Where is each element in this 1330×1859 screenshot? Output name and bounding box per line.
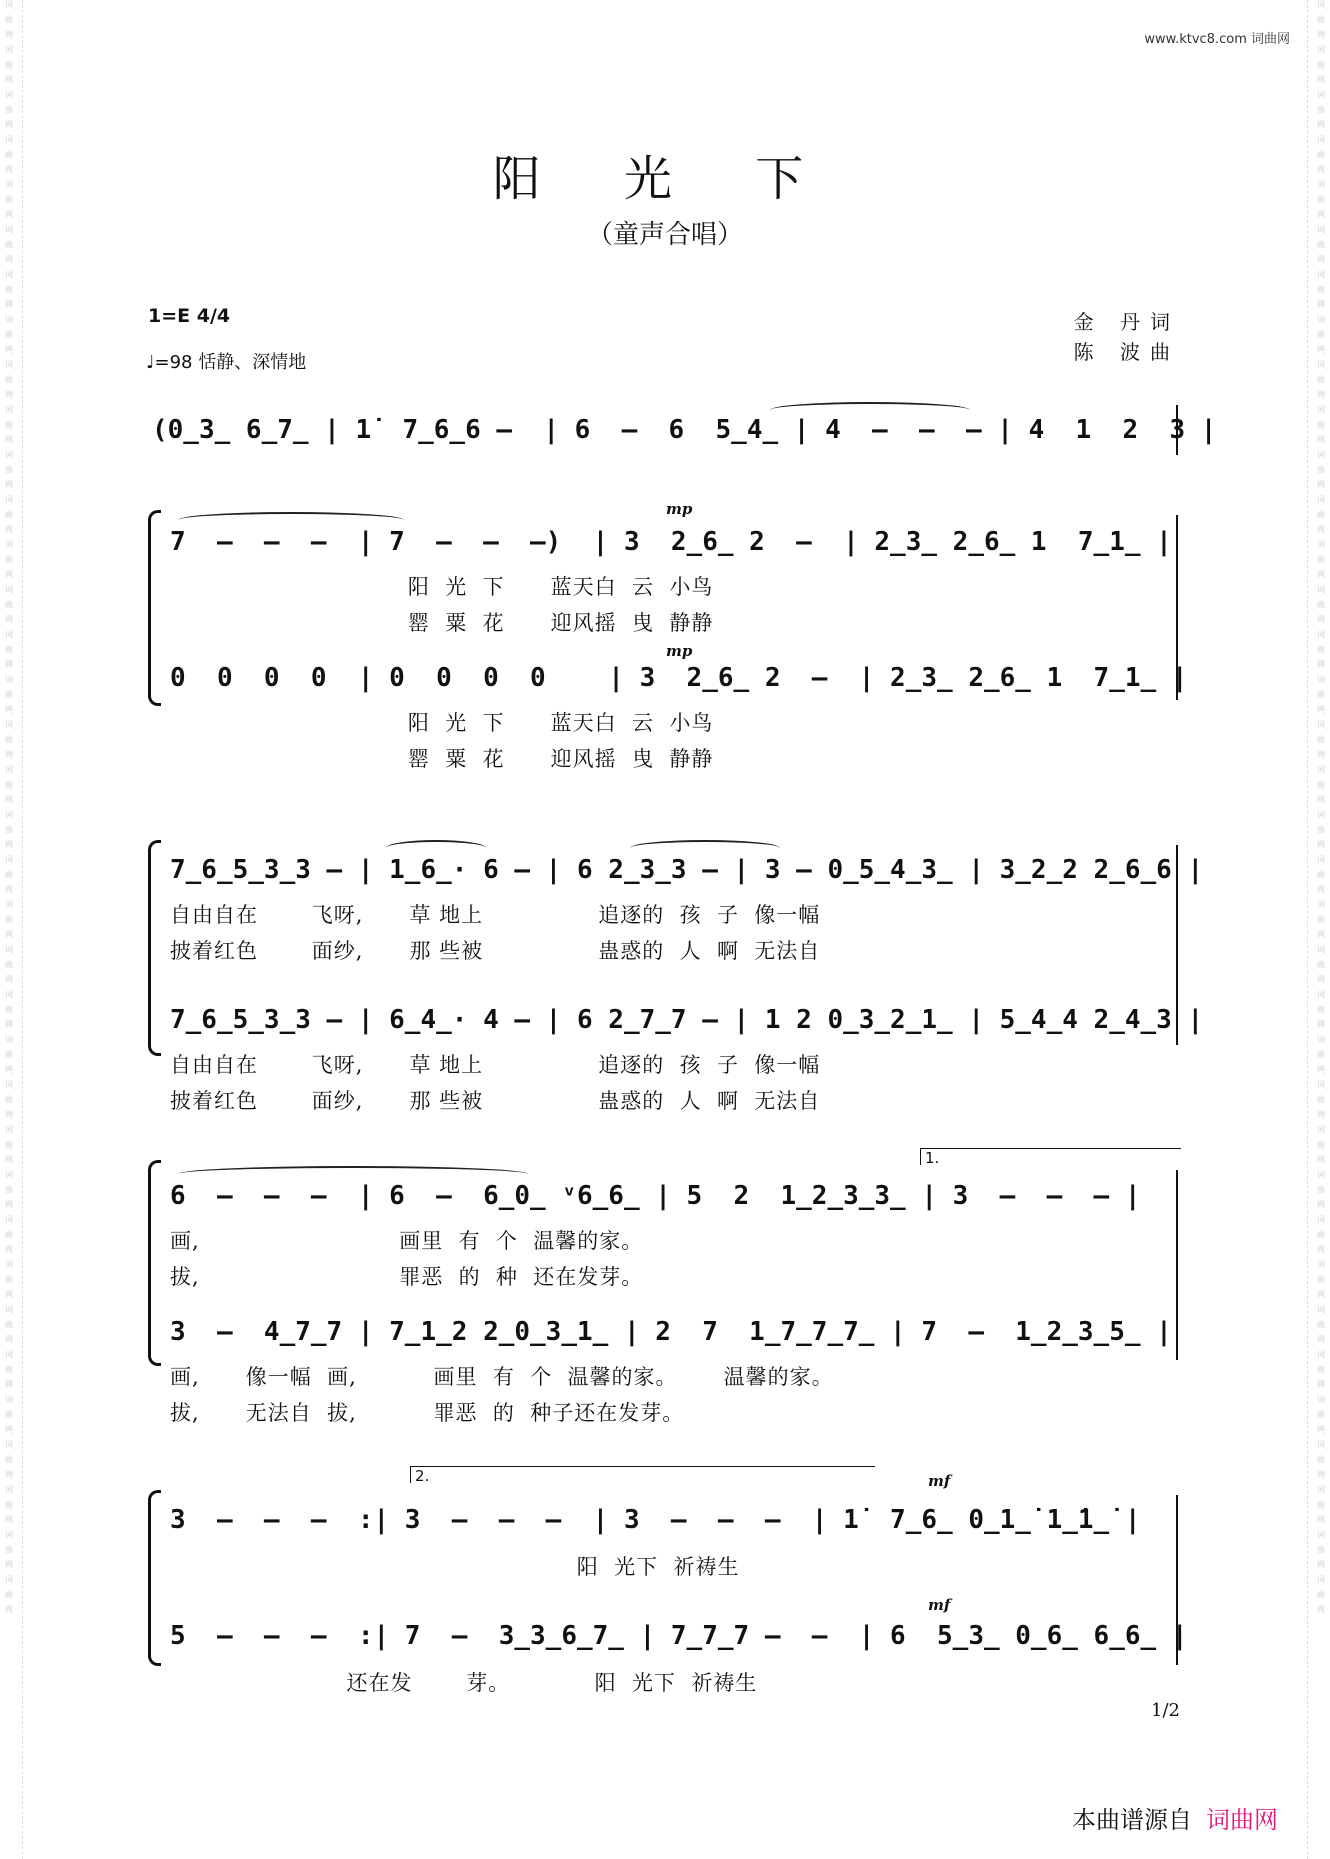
side-watermark-char: 网 <box>1317 930 1325 939</box>
side-watermark-char: 词 <box>1317 630 1325 639</box>
system-brace <box>148 510 161 706</box>
side-watermark-char: 网 <box>5 975 13 984</box>
time-signature: 4/4 <box>196 305 231 327</box>
lyric-verse1: 自由自在 飞呀, 草 地上 追逐的 孩 子 像一幅 <box>170 1053 821 1077</box>
side-watermark-char: 曲 <box>5 420 13 429</box>
side-watermark-char: 网 <box>1317 480 1325 489</box>
side-watermark-char: 曲 <box>1317 600 1325 609</box>
side-watermark-char: 网 <box>5 1290 13 1299</box>
side-watermark-char: 网 <box>5 435 13 444</box>
side-watermark-char: 网 <box>1317 525 1325 534</box>
side-watermark-char: 曲 <box>1317 60 1325 69</box>
dynamic-mp: mp <box>666 500 693 518</box>
side-watermark-char: 曲 <box>1317 1500 1325 1509</box>
side-watermark-char: 词 <box>1317 1305 1325 1314</box>
side-watermark-char: 曲 <box>1317 915 1325 924</box>
soprano-line-1: 7 – – – | 7 – – –) | 3 2̲6̲ 2 – | 2̲3̲ 2̲6̲ 1 7̲1̲ | <box>170 527 1172 557</box>
barline <box>1176 845 1178 1045</box>
side-watermark-char: 曲 <box>1317 555 1325 564</box>
left-dashed-border <box>22 0 23 1859</box>
side-watermark-char: 网 <box>1317 1605 1325 1614</box>
side-watermark-char: 曲 <box>5 15 13 24</box>
side-watermark-char: 网 <box>1317 885 1325 894</box>
side-watermark-char: 曲 <box>1317 510 1325 519</box>
lyric-verse1: 画, 画里 有 个 温馨的家。 <box>170 1229 644 1253</box>
side-watermark-char: 网 <box>5 1560 13 1569</box>
lyricist-credit: 金 丹词 <box>1073 310 1180 334</box>
lyric-verse2: 罂 粟 花 迎风摇 曳 静静 <box>170 747 714 771</box>
side-watermark-char: 词 <box>5 135 13 144</box>
side-watermark-char: 词 <box>5 450 13 459</box>
side-watermark-char: 网 <box>1317 615 1325 624</box>
side-watermark-char: 网 <box>5 255 13 264</box>
side-watermark-char: 网 <box>5 75 13 84</box>
soprano-line-3: 6 – – – | 6 – 6̲0̲ ᵛ6̲6̲ | 5 2 1̲2̲3̲3̲ | 3 – – – | <box>170 1181 1141 1211</box>
side-watermark-char: 曲 <box>5 195 13 204</box>
side-watermark-char: 曲 <box>5 960 13 969</box>
side-watermark-char: 词 <box>5 405 13 414</box>
tie <box>770 402 970 418</box>
system-brace <box>148 1160 161 1366</box>
side-watermark-char: 词 <box>5 495 13 504</box>
side-watermark-char: 曲 <box>1317 1095 1325 1104</box>
side-watermark-char: 词 <box>1317 405 1325 414</box>
side-watermark-char: 词 <box>5 1440 13 1449</box>
side-watermark-char: 曲 <box>5 1185 13 1194</box>
side-watermark-char: 词 <box>1317 1260 1325 1269</box>
side-watermark-char: 曲 <box>5 1500 13 1509</box>
lyric-verse1: 阳 光 下 蓝天白 云 小鸟 <box>170 575 714 599</box>
side-watermark-char: 曲 <box>1317 240 1325 249</box>
side-watermark-char: 词 <box>1317 0 1325 9</box>
side-watermark-char: 词 <box>1317 180 1325 189</box>
side-watermark-char: 词 <box>1317 360 1325 369</box>
lyric-verse2: 拔, 罪恶 的 种 还在发芽。 <box>170 1265 644 1289</box>
side-watermark-char: 词 <box>5 360 13 369</box>
side-watermark-char: 词 <box>1317 225 1325 234</box>
alto-line-2: 7̲6̲5̲3̲3 – | 6̲4̲· 4 – | 6 2̲7̲7 – | 1 2 0̲3̲2̲1̲ | 5̲4̲4 2̲4̲3 | <box>170 1005 1204 1035</box>
side-watermark-char: 词 <box>5 1395 13 1404</box>
side-watermark-char: 词 <box>5 1215 13 1224</box>
side-watermark-char: 网 <box>5 705 13 714</box>
side-watermark-char: 曲 <box>5 1275 13 1284</box>
side-watermark-char: 曲 <box>5 375 13 384</box>
side-watermark-char: 词 <box>1317 1530 1325 1539</box>
intro-line: (0̲3̲ 6̲7̲ | 1̇ 7̲6̲6 – | 6 – 6 5̲4̲ | 4 – – – | 4 1 2 3 | <box>152 415 1217 445</box>
lyric-verse1: 阳 光下 祈祷生 <box>170 1555 740 1579</box>
side-watermark-char: 网 <box>5 165 13 174</box>
side-watermark-char: 词 <box>1317 90 1325 99</box>
side-watermark-char: 网 <box>1317 660 1325 669</box>
side-watermark-char: 曲 <box>1317 1455 1325 1464</box>
side-watermark-char: 网 <box>5 480 13 489</box>
lyric-verse1: 还在发 芽。 阳 光下 祈祷生 <box>170 1671 758 1695</box>
side-watermark-char: 词 <box>5 1035 13 1044</box>
side-watermark-char: 词 <box>5 270 13 279</box>
side-watermark-char: 曲 <box>1317 1185 1325 1194</box>
side-watermark-char: 词 <box>5 900 13 909</box>
side-watermark-char: 网 <box>1317 1335 1325 1344</box>
side-watermark-char: 曲 <box>1317 1005 1325 1014</box>
song-title: 阳 光 下 <box>492 151 838 207</box>
side-watermark-char: 曲 <box>1317 1410 1325 1419</box>
side-watermark-char: 网 <box>1317 1200 1325 1209</box>
side-watermark-char: 曲 <box>1317 195 1325 204</box>
side-watermark-char: 词 <box>5 1485 13 1494</box>
side-watermark-char: 词 <box>5 1170 13 1179</box>
side-watermark-char: 曲 <box>5 780 13 789</box>
side-watermark-char: 网 <box>1317 435 1325 444</box>
lyric-verse2: 拔, 无法自 拔, 罪恶 的 种子还在发芽。 <box>170 1401 685 1425</box>
side-watermark-char: 网 <box>5 840 13 849</box>
side-watermark-char: 曲 <box>1317 465 1325 474</box>
second-ending-bracket: 2. <box>410 1466 875 1483</box>
side-watermark-char: 词 <box>5 720 13 729</box>
first-ending-bracket: 1. <box>920 1148 1181 1165</box>
side-watermark-char: 词 <box>1317 315 1325 324</box>
side-watermark-char: 词 <box>5 315 13 324</box>
dynamic-mp: mp <box>666 642 693 660</box>
side-watermark-char: 网 <box>5 885 13 894</box>
dynamic-mf: mf <box>928 1472 951 1490</box>
lyric-verse1: 自由自在 飞呀, 草 地上 追逐的 孩 子 像一幅 <box>170 903 821 927</box>
side-watermark-char: 曲 <box>5 1410 13 1419</box>
side-watermark-char: 网 <box>5 1335 13 1344</box>
side-watermark-char: 词 <box>1317 810 1325 819</box>
side-watermark-char: 曲 <box>5 735 13 744</box>
side-watermark-char: 曲 <box>1317 645 1325 654</box>
side-watermark-char: 曲 <box>5 1140 13 1149</box>
side-watermark-char: 曲 <box>5 465 13 474</box>
side-watermark-char: 词 <box>1317 945 1325 954</box>
lyric-verse2: 披着红色 面纱, 那 些被 蛊惑的 人 啊 无法自 <box>170 1089 821 1113</box>
side-watermark-char: 曲 <box>5 1230 13 1239</box>
side-watermark-char: 词 <box>1317 1035 1325 1044</box>
side-watermark-char: 词 <box>1317 1575 1325 1584</box>
side-watermark-char: 词 <box>1317 900 1325 909</box>
alto-line-4: 5 – – – :| 7 – 3̲3̲6̲7̲ | 7̲7̲7 – – | 6 5̲3̲ 0̲6̲ 6̲6̲ | <box>170 1621 1188 1651</box>
side-watermark-char: 网 <box>1317 975 1325 984</box>
side-watermark-char: 网 <box>5 1200 13 1209</box>
side-watermark-char: 网 <box>1317 1245 1325 1254</box>
side-watermark-char: 网 <box>5 300 13 309</box>
side-watermark-char: 曲 <box>1317 285 1325 294</box>
side-watermark-char: 曲 <box>5 825 13 834</box>
side-watermark-char: 词 <box>1317 1080 1325 1089</box>
side-watermark-char: 曲 <box>5 1050 13 1059</box>
side-watermark-char: 曲 <box>5 105 13 114</box>
lyric-verse2: 披着红色 面纱, 那 些被 蛊惑的 人 啊 无法自 <box>170 939 821 963</box>
side-watermark-char: 网 <box>5 390 13 399</box>
side-watermark-char: 网 <box>1317 1425 1325 1434</box>
side-watermark-char: 网 <box>5 1110 13 1119</box>
side-watermark-char: 曲 <box>1317 960 1325 969</box>
side-watermark-char: 网 <box>1317 750 1325 759</box>
side-watermark-char: 网 <box>5 1380 13 1389</box>
site-watermark: www.ktvc8.com 词曲网 <box>1144 32 1290 47</box>
side-watermark-char: 网 <box>1317 1155 1325 1164</box>
side-watermark-char: 词 <box>5 675 13 684</box>
side-watermark-char: 曲 <box>5 870 13 879</box>
side-watermark-char: 网 <box>5 120 13 129</box>
side-watermark-char: 曲 <box>5 285 13 294</box>
side-watermark-char: 曲 <box>1317 420 1325 429</box>
side-watermark-char: 词 <box>1317 585 1325 594</box>
side-watermark-char: 词 <box>5 765 13 774</box>
side-watermark-char: 曲 <box>1317 735 1325 744</box>
side-watermark-char: 网 <box>1317 1110 1325 1119</box>
side-watermark-char: 网 <box>1317 255 1325 264</box>
side-watermark-char: 网 <box>5 1425 13 1434</box>
side-watermark-char: 网 <box>1317 1560 1325 1569</box>
side-watermark-char: 网 <box>5 795 13 804</box>
side-watermark-char: 词 <box>5 1305 13 1314</box>
side-watermark-char: 曲 <box>1317 1320 1325 1329</box>
side-watermark-char: 网 <box>1317 1290 1325 1299</box>
side-watermark-char: 词 <box>5 540 13 549</box>
side-watermark-char: 词 <box>1317 1485 1325 1494</box>
barline <box>1176 1495 1178 1665</box>
side-watermark-char: 曲 <box>1317 1140 1325 1149</box>
lyric-verse1: 画, 像一幅 画, 画里 有 个 温馨的家。 温馨的家。 <box>170 1365 834 1389</box>
side-watermark-char: 网 <box>1317 570 1325 579</box>
side-watermark-char: 词 <box>5 855 13 864</box>
side-watermark-char: 词 <box>1317 540 1325 549</box>
side-watermark-char: 词 <box>1317 720 1325 729</box>
side-watermark-char: 词 <box>1317 270 1325 279</box>
side-watermark-char: 曲 <box>5 1590 13 1599</box>
soprano-line-4: 3 – – – :| 3 – – – | 3 – – – | 1̇ 7̲6̲ 0̲1̲̇ 1̲̇1̲̇ | <box>170 1505 1141 1535</box>
side-watermark-char: 网 <box>5 525 13 534</box>
barline <box>1176 1170 1178 1360</box>
side-watermark-char: 网 <box>1317 1470 1325 1479</box>
alto-line-1: 0 0 0 0 | 0 0 0 0 | 3 2̲6̲ 2 – | 2̲3̲ 2̲6̲ 1 7̲1̲ | <box>170 663 1188 693</box>
side-watermark-char: 词 <box>5 630 13 639</box>
side-watermark-char: 词 <box>1317 1215 1325 1224</box>
side-watermark-char: 曲 <box>5 330 13 339</box>
tempo-marking: ♩=98 恬静、深情地 <box>146 352 307 373</box>
side-watermark-char: 网 <box>5 1245 13 1254</box>
side-watermark-char: 曲 <box>5 1095 13 1104</box>
side-watermark-char: 曲 <box>5 915 13 924</box>
side-watermark-char: 网 <box>5 1020 13 1029</box>
side-watermark-char: 曲 <box>5 150 13 159</box>
side-watermark-char: 曲 <box>1317 150 1325 159</box>
side-watermark-char: 词 <box>1317 990 1325 999</box>
alto-line-3: 3 – 4̲7̲7 | 7̲1̲2 2̲0̲3̲1̲ | 2 7 1̲7̲7̲7̲ | 7 – 1̲2̲3̲5̲ | <box>170 1317 1172 1347</box>
side-watermark-char: 网 <box>1317 75 1325 84</box>
side-watermark-char: 曲 <box>1317 870 1325 879</box>
footer-site-link[interactable]: 词曲网 <box>1206 1806 1278 1834</box>
side-watermark-char: 词 <box>1317 1395 1325 1404</box>
side-watermark-char: 网 <box>1317 1380 1325 1389</box>
barline <box>1176 405 1178 455</box>
side-watermark-char: 曲 <box>1317 105 1325 114</box>
side-watermark-char: 词 <box>5 945 13 954</box>
barline <box>1176 515 1178 700</box>
side-watermark-char: 网 <box>1317 1020 1325 1029</box>
page-number: 1/2 <box>1151 1700 1180 1721</box>
side-watermark-char: 词 <box>5 0 13 9</box>
side-watermark-char: 曲 <box>1317 1050 1325 1059</box>
side-watermark-char: 曲 <box>1317 780 1325 789</box>
side-watermark-char: 网 <box>1317 390 1325 399</box>
side-watermark-char: 词 <box>5 585 13 594</box>
side-watermark-char: 网 <box>5 1155 13 1164</box>
side-watermark-char: 网 <box>5 660 13 669</box>
key-signature <box>148 305 230 327</box>
side-watermark-char: 曲 <box>1317 825 1325 834</box>
side-watermark-char: 曲 <box>1317 1275 1325 1284</box>
side-watermark-char: 词 <box>1317 675 1325 684</box>
right-side-watermark <box>1314 0 1328 1859</box>
composer-credit: 陈 波曲 <box>1073 340 1180 364</box>
side-watermark-char: 词 <box>1317 1170 1325 1179</box>
side-watermark-char: 网 <box>5 930 13 939</box>
side-watermark-char: 网 <box>5 210 13 219</box>
side-watermark-char: 曲 <box>5 510 13 519</box>
key-label: 1=E <box>148 305 191 327</box>
system-brace <box>148 1490 161 1666</box>
side-watermark-char: 词 <box>5 45 13 54</box>
side-watermark-char: 网 <box>1317 345 1325 354</box>
dynamic-mf: mf <box>928 1596 951 1614</box>
system-brace <box>148 840 161 1056</box>
side-watermark-char: 曲 <box>5 555 13 564</box>
side-watermark-char: 曲 <box>1317 1545 1325 1554</box>
side-watermark-char: 曲 <box>5 1455 13 1464</box>
side-watermark-char: 曲 <box>5 600 13 609</box>
side-watermark-char: 曲 <box>1317 1590 1325 1599</box>
source-footer <box>1072 1800 1278 1835</box>
song-subtitle: （童声合唱） <box>586 220 743 250</box>
side-watermark-char: 曲 <box>5 1320 13 1329</box>
side-watermark-char: 曲 <box>1317 15 1325 24</box>
side-watermark-char: 词 <box>5 180 13 189</box>
side-watermark-char: 曲 <box>5 645 13 654</box>
side-watermark-char: 曲 <box>1317 330 1325 339</box>
side-watermark-char: 网 <box>1317 120 1325 129</box>
side-watermark-char: 网 <box>5 570 13 579</box>
side-watermark-char: 网 <box>1317 795 1325 804</box>
lyric-verse2: 罂 粟 花 迎风摇 曳 静静 <box>170 611 714 635</box>
side-watermark-char: 词 <box>1317 45 1325 54</box>
right-dashed-border <box>1307 0 1308 1859</box>
side-watermark-char: 词 <box>5 1125 13 1134</box>
side-watermark-char: 词 <box>5 1575 13 1584</box>
side-watermark-char: 网 <box>5 1470 13 1479</box>
side-watermark-char: 词 <box>5 1350 13 1359</box>
side-watermark-char: 词 <box>1317 1350 1325 1359</box>
side-watermark-char: 曲 <box>1317 1230 1325 1239</box>
side-watermark-char: 网 <box>1317 1065 1325 1074</box>
side-watermark-char: 词 <box>1317 1440 1325 1449</box>
side-watermark-char: 曲 <box>1317 690 1325 699</box>
side-watermark-char: 网 <box>5 1515 13 1524</box>
side-watermark-char: 曲 <box>5 1005 13 1014</box>
side-watermark-char: 曲 <box>5 60 13 69</box>
side-watermark-char: 曲 <box>1317 1365 1325 1374</box>
side-watermark-char: 网 <box>1317 165 1325 174</box>
side-watermark-char: 网 <box>5 1065 13 1074</box>
side-watermark-char: 网 <box>1317 705 1325 714</box>
side-watermark-char: 曲 <box>1317 375 1325 384</box>
side-watermark-char: 网 <box>1317 30 1325 39</box>
side-watermark-char: 词 <box>1317 495 1325 504</box>
side-watermark-char: 词 <box>1317 135 1325 144</box>
side-watermark-char: 网 <box>5 615 13 624</box>
soprano-line-2: 7̲6̲5̲3̲3 – | 1̲6̲· 6 – | 6 2̲3̲3 – | 3 – 0̲5̲4̲3̲ | 3̲2̲2 2̲6̲6 | <box>170 855 1204 885</box>
side-watermark-char: 词 <box>5 1530 13 1539</box>
side-watermark-char: 词 <box>5 810 13 819</box>
side-watermark-char: 曲 <box>5 1365 13 1374</box>
side-watermark-char: 词 <box>5 1260 13 1269</box>
side-watermark-char: 词 <box>5 90 13 99</box>
side-watermark-char: 词 <box>1317 765 1325 774</box>
side-watermark-char: 词 <box>1317 1125 1325 1134</box>
footer-source-text: 本曲谱源自 <box>1072 1806 1192 1834</box>
side-watermark-char: 网 <box>5 30 13 39</box>
side-watermark-char: 词 <box>1317 855 1325 864</box>
lyric-verse1: 阳 光 下 蓝天白 云 小鸟 <box>170 711 714 735</box>
side-watermark-char: 网 <box>1317 210 1325 219</box>
side-watermark-char: 词 <box>5 1080 13 1089</box>
side-watermark-char: 词 <box>1317 450 1325 459</box>
side-watermark-char: 曲 <box>5 1545 13 1554</box>
side-watermark-char: 词 <box>5 225 13 234</box>
side-watermark-char: 词 <box>5 990 13 999</box>
side-watermark-char: 网 <box>1317 1515 1325 1524</box>
side-watermark-char: 网 <box>5 345 13 354</box>
side-watermark-char: 网 <box>5 1605 13 1614</box>
left-side-watermark <box>2 0 16 1859</box>
side-watermark-char: 网 <box>1317 300 1325 309</box>
side-watermark-char: 网 <box>5 750 13 759</box>
side-watermark-char: 曲 <box>5 240 13 249</box>
side-watermark-char: 网 <box>1317 840 1325 849</box>
side-watermark-char: 曲 <box>5 690 13 699</box>
